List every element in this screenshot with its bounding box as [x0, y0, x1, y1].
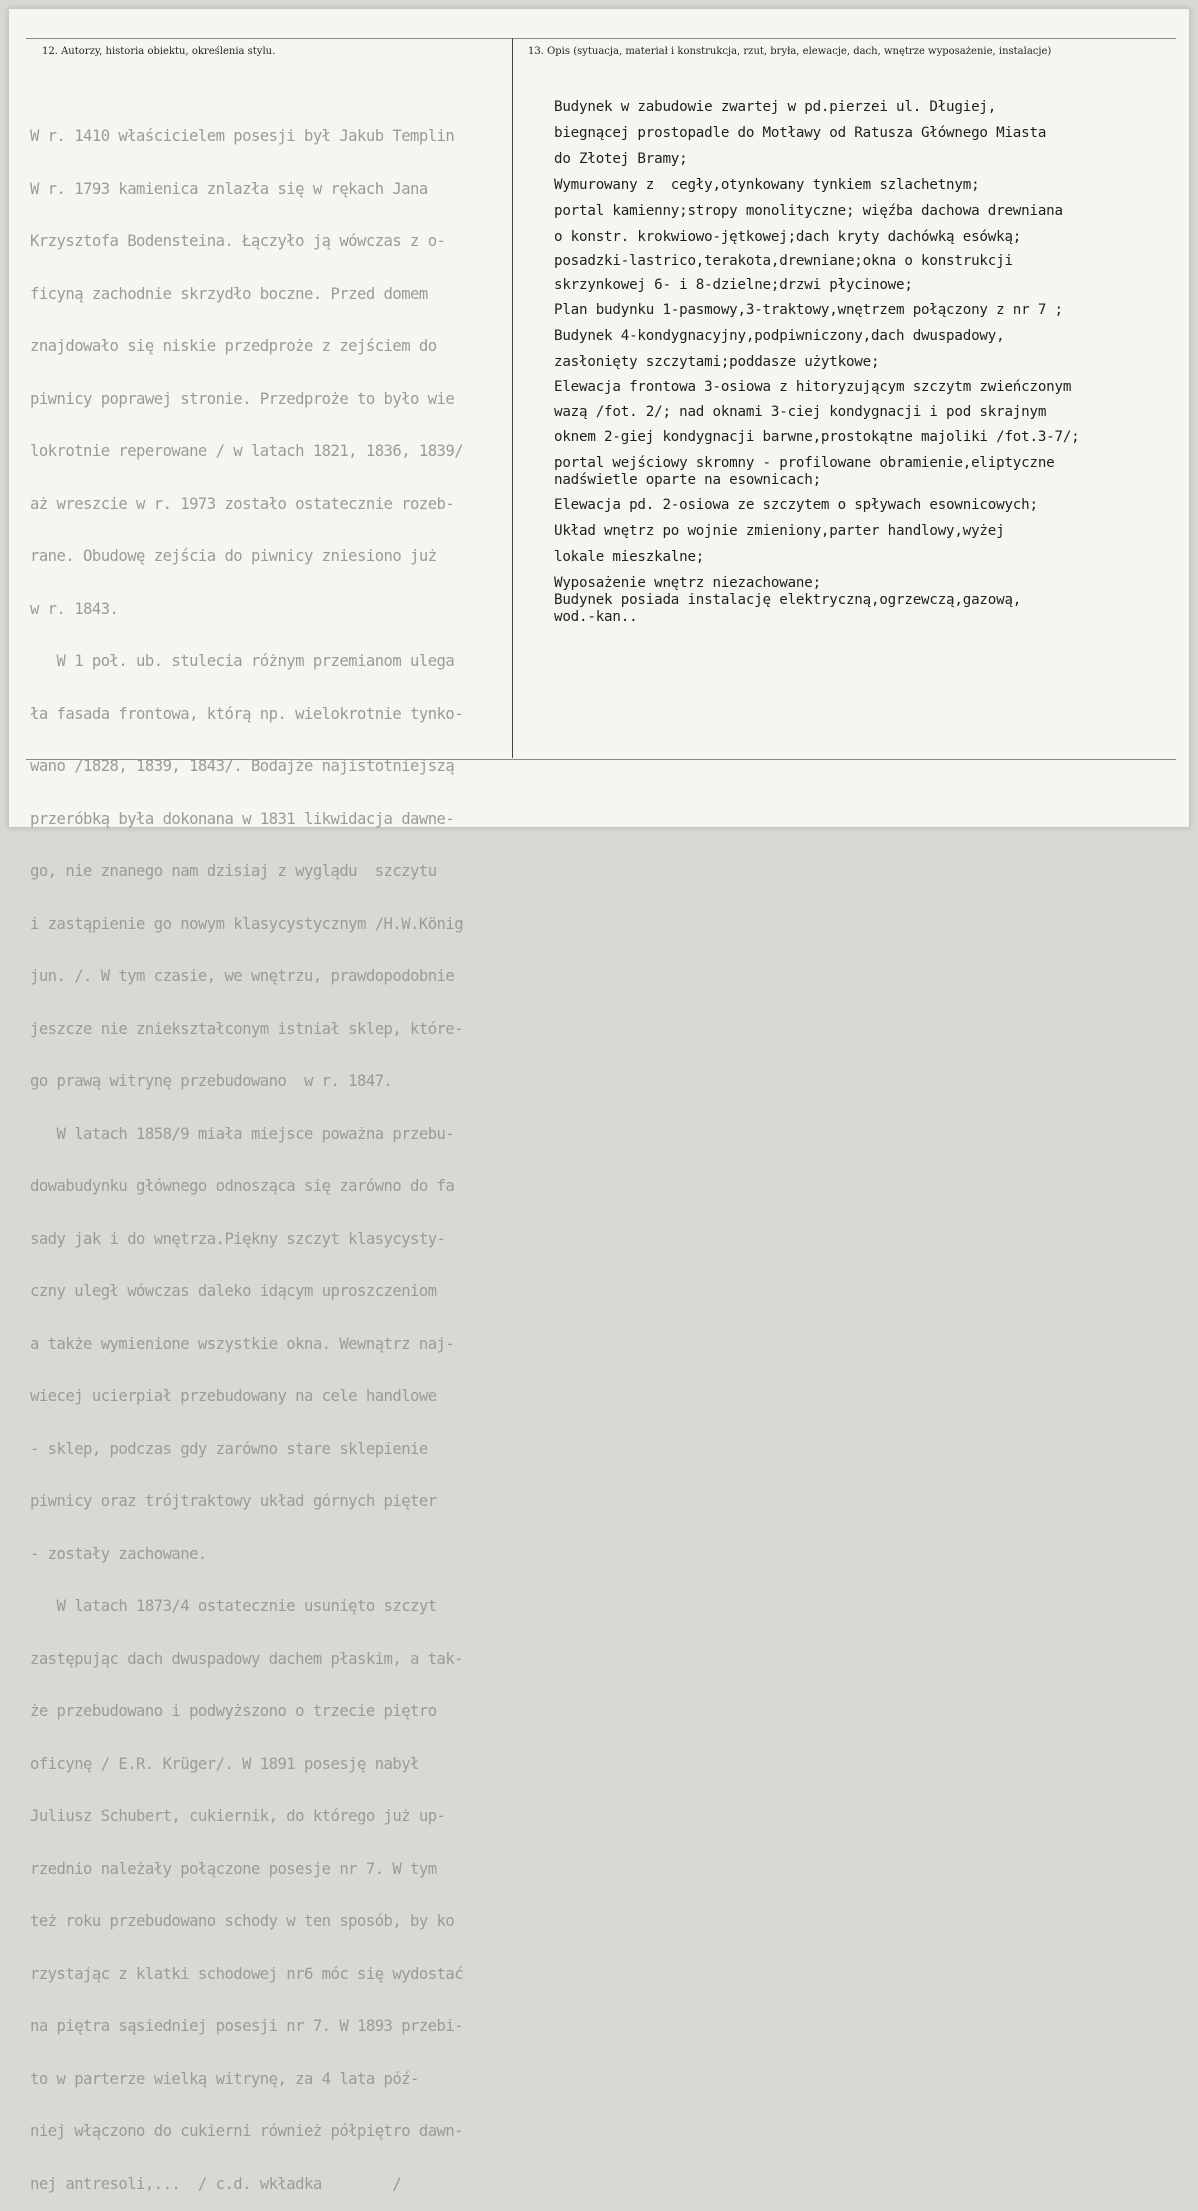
history-line: też roku przebudowano schody w ten sposób, by ko — [30, 1912, 455, 1930]
history-line: ficyną zachodnie skrzydło boczne. Przed domem — [30, 284, 428, 303]
history-line: jeszcze nie zniekształconym istniał sklep, które- — [30, 1019, 464, 1038]
history-line: przeróbką była dokonana w 1831 likwidacja dawne- — [30, 809, 455, 828]
description-line: nadświetle oparte na esownicach; — [554, 472, 821, 488]
history-line: go prawą witrynę przebudowano w r. 1847. — [30, 1072, 393, 1090]
description-line: o konstr. krokwiowo-jętkowej;dach kryty dachówką esówką; — [554, 229, 1022, 245]
description-line: Układ wnętrz po wojnie zmieniony,parter handlowy,wyżej — [554, 523, 1005, 539]
history-line: zastępując dach dwuspadowy dachem płaskim, a tak- — [30, 1649, 464, 1668]
history-line: Juliusz Schubert, cukiernik, do którego już up- — [30, 1807, 446, 1825]
column-divider — [512, 38, 513, 758]
history-line: dowabudynku głównego odnosząca się zarówno do fa — [30, 1177, 455, 1195]
history-line: nej antresoli,... / c.d. wkładka / — [30, 2174, 402, 2193]
description-line: posadzki-lastrico,terakota,drewniane;okna o konstrukcji — [554, 253, 1013, 269]
history-line: znajdowało się niskie przedproże z zejściem do — [30, 337, 437, 355]
description-line: lokale mieszkalne; — [554, 549, 705, 565]
description-line: Elewacja pd. 2-osiowa ze szczytem o spływach esownicowych; — [554, 497, 1038, 513]
history-line: piwnicy poprawej stronie. Przedproże to było wie — [30, 389, 455, 408]
history-line: wiecej ucierpiał przebudowany na cele handlowe — [30, 1387, 437, 1405]
history-line: oficynę / E.R. Krüger/. W 1891 posesję nabył — [30, 1754, 419, 1773]
description-line: Elewacja frontowa 3-osiowa z hitoryzującym szczytm zwieńczonym — [554, 379, 1072, 395]
description-line: oknem 2-giej kondygnacji barwne,prostokątne majoliki /fot.3-7/; — [554, 429, 1080, 445]
history-line: że przebudowano i podwyższono o trzecie piętro — [30, 1702, 437, 1720]
section-12-header: 12. Autorzy, historia obiektu, określenia stylu. — [42, 46, 276, 57]
history-line: niej włączono do cukierni również półpiętro dawn- — [30, 2122, 464, 2140]
history-line: czny uległ wówczas daleko idącym uproszczeniom — [30, 1282, 437, 1300]
history-line: W r. 1410 właścicielem posesji był Jakub Templin — [30, 127, 455, 145]
history-text-block — [30, 93, 510, 2211]
description-line: Wymurowany z cegły,otynkowany tynkiem szlachetnym; — [554, 177, 980, 193]
history-line: rzystając z klatki schodowej nr6 móc się wydostać — [30, 1964, 464, 1983]
history-line: wano /1828, 1839, 1843/. Bodajże najistotniejszą — [30, 757, 455, 775]
history-line: go, nie znanego nam dzisiaj z wyglądu szczytu — [30, 862, 437, 880]
history-line: W 1 poł. ub. stulecia różnym przemianom ulega — [30, 652, 455, 670]
history-line: i zastąpienie go nowym klasycystycznym /H.W.König — [30, 914, 464, 933]
description-line: biegnącej prostopadle do Motławy od Ratusza Głównego Miasta — [554, 125, 1047, 141]
description-text-block — [554, 99, 1174, 625]
description-line: wazą /fot. 2/; nad oknami 3-ciej kondygnacji i pod skrajnym — [554, 404, 1047, 420]
description-line: portal wejściowy skromny - profilowane obramienie,eliptyczne — [554, 455, 1055, 471]
description-line: Budynek posiada instalację elektryczną,ogrzewczą,gazową, — [554, 592, 1022, 608]
history-line: a także wymienione wszystkie okna. Wewnątrz naj- — [30, 1334, 455, 1353]
history-line: piwnicy oraz trójtraktowy układ górnych pięter — [30, 1492, 437, 1510]
history-line: rzednio należały połączone posesje nr 7. W tym — [30, 1859, 437, 1878]
description-line: Plan budynku 1-pasmowy,3-traktowy,wnętrzem połączony z nr 7 ; — [554, 302, 1063, 318]
section-13-header: 13. Opis (sytuacja, materiał i konstrukcja, rzut, bryła, elewacje, dach, wnętrze wyposażenie, instalacje) — [528, 46, 1052, 57]
history-line: Krzysztofa Bodensteina. Łączyło ją wówczas z o- — [30, 232, 446, 250]
history-line: W r. 1793 kamienica znlazła się w rękach Jana — [30, 179, 428, 198]
history-line: lokrotnie reperowane / w latach 1821, 1836, 1839/ — [30, 442, 464, 460]
history-line: to w parterze wielką witrynę, za 4 lata póź- — [30, 2069, 419, 2088]
history-line: jun. /. W tym czasie, we wnętrzu, prawdopodobnie — [30, 967, 455, 985]
history-line: rane. Obudowę zejścia do piwnicy zniesiono już — [30, 547, 437, 565]
description-line: Budynek 4-kondygnacyjny,podpiwniczony,dach dwuspadowy, — [554, 328, 1005, 344]
description-line: wod.-kan.. — [554, 609, 638, 625]
history-line: na piętra sąsiedniej posesji nr 7. W 1893 przebi- — [30, 2017, 464, 2035]
description-line: do Złotej Bramy; — [554, 151, 688, 167]
history-line: - sklep, podczas gdy zarówno stare sklepienie — [30, 1439, 428, 1458]
history-line: W latach 1873/4 ostatecznie usunięto szczyt — [30, 1597, 437, 1615]
history-line: sady jak i do wnętrza.Piękny szczyt klasycysty- — [30, 1229, 446, 1248]
description-line: skrzynkowej 6- i 8-dzielne;drzwi płycinowe; — [554, 277, 913, 293]
description-line: zasłonięty szczytami;poddasze użytkowe; — [554, 354, 880, 370]
description-line: portal kamienny;stropy monolityczne; więźba dachowa drewniana — [554, 203, 1063, 219]
description-line: Budynek w zabudowie zwartej w pd.pierzei ul. Długiej, — [554, 99, 997, 115]
history-line: ła fasada frontowa, którą np. wielokrotnie tynko- — [30, 704, 464, 723]
history-line: W latach 1858/9 miała miejsce poważna przebu- — [30, 1124, 455, 1143]
history-line: - zostały zachowane. — [30, 1544, 207, 1563]
description-line: Wyposażenie wnętrz niezachowane; — [554, 575, 821, 591]
history-line: w r. 1843. — [30, 599, 119, 618]
history-line: aż wreszcie w r. 1973 zostało ostatecznie rozeb- — [30, 494, 455, 513]
